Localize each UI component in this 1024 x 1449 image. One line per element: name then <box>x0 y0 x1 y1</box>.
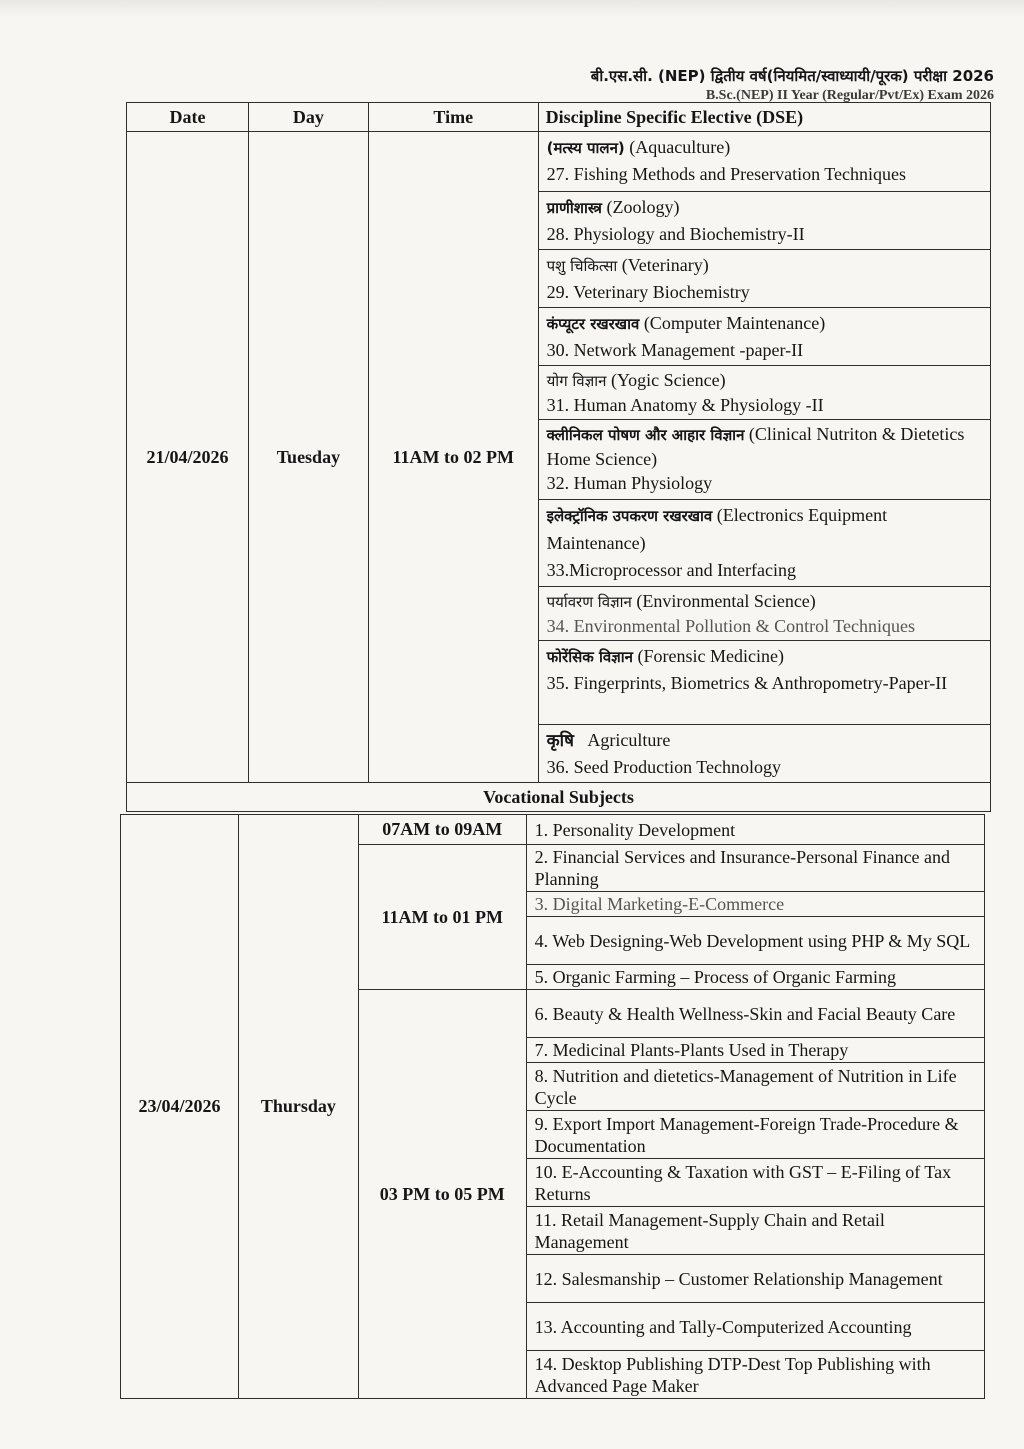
vocational-heading: Vocational Subjects <box>127 783 991 812</box>
subject-english: (Clinical Nutriton & Dietetics Home Science) <box>546 424 965 469</box>
subject-hindi: क्लीनिकल पोषण और आहार विज्ञान <box>546 426 745 444</box>
time-column-header: Time <box>368 103 538 132</box>
vocational-item: 14. Desktop Publishing DTP-Dest Top Publishing with Advanced Page Maker <box>526 1351 984 1399</box>
subject-hindi: (मत्स्य पालन) <box>546 139 625 157</box>
vocational-item: 11. Retail Management-Supply Chain and Retail Management <box>526 1207 984 1255</box>
dse-subject-cell <box>538 641 990 725</box>
vocational-item: 10. E-Accounting & Taxation with GST – E-Filing of Tax Returns <box>526 1159 984 1207</box>
subject-english: (Electronics Equipment Maintenance) <box>546 505 888 553</box>
subject-paper: 29. Veterinary Biochemistry <box>546 282 750 302</box>
subject-english: Agriculture <box>587 730 671 750</box>
slot1-time: 07AM to 09AM <box>358 815 526 845</box>
vocational-item: 8. Nutrition and dietetics-Management of Nutrition in Life Cycle <box>526 1063 984 1111</box>
hindi-title: बी.एस.सी. (NEP) द्वितीय वर्ष(नियमित/स्वाध्यायी/पूरक) परीक्षा 2026 <box>590 67 994 85</box>
dse-subject-cell <box>538 420 990 500</box>
subject-english: (Zoology) <box>606 197 680 217</box>
vocational-heading-row <box>127 783 991 812</box>
subject-paper: 31. Human Anatomy & Physiology -II <box>546 395 824 415</box>
vocational-item: 6. Beauty & Health Wellness-Skin and Facial Beauty Care <box>526 990 984 1038</box>
vocational-date: 23/04/2026 <box>121 815 239 1399</box>
exam-header <box>591 66 994 106</box>
dse-subject-cell <box>538 725 990 783</box>
subject-hindi: योग विज्ञान <box>546 372 607 390</box>
subject-paper: 35. Fingerprints, Biometrics & Anthropometry-Paper-II <box>546 673 948 693</box>
subject-hindi: कंप्यूटर रखरखाव <box>546 315 640 333</box>
header-row <box>127 103 991 132</box>
vocational-schedule-table <box>120 814 985 1399</box>
subject-paper: 28. Physiology and Biochemistry-II <box>546 224 805 244</box>
subject-english: (Yogic Science) <box>610 370 726 390</box>
subject-english: (Computer Maintenance) <box>643 313 826 333</box>
vocational-item: 7. Medicinal Plants-Plants Used in Therapy <box>526 1038 984 1063</box>
table-row <box>121 815 985 845</box>
dse-subject-cell <box>538 587 990 641</box>
vocational-item: 5. Organic Farming – Process of Organic Farming <box>526 965 984 990</box>
dse-day: Tuesday <box>248 132 368 783</box>
vocational-item: 9. Export Import Management-Foreign Trade-Procedure & Documentation <box>526 1111 984 1159</box>
dse-subject-cell <box>538 192 990 250</box>
vocational-item: 2. Financial Services and Insurance-Personal Finance and Planning <box>526 845 984 892</box>
subject-paper: 32. Human Physiology <box>546 473 713 493</box>
subject-english: (Forensic Medicine) <box>637 646 784 666</box>
dse-subject-cell <box>538 366 990 420</box>
vocational-item: 4. Web Designing-Web Development using PHP & My SQL <box>526 917 984 965</box>
subject-hindi: इलेक्ट्रॉनिक उपकरण रखरखाव <box>546 507 713 525</box>
subject-hindi: पशु चिकित्सा <box>546 257 618 275</box>
subject-hindi: पर्यावरण विज्ञान <box>546 593 632 611</box>
vocational-item: 3. Digital Marketing-E-Commerce <box>526 892 984 917</box>
vocational-item: 1. Personality Development <box>526 815 984 845</box>
subject-paper: 27. Fishing Methods and Preservation Techniques <box>546 164 906 184</box>
date-column-header: Date <box>127 103 249 132</box>
subject-english: (Environmental Science) <box>636 591 816 611</box>
dse-subject-cell <box>538 500 990 587</box>
subject-hindi: कृषि <box>546 731 574 751</box>
subject-hindi: प्राणीशास्त्र <box>546 199 602 217</box>
dse-subject-cell <box>538 308 990 366</box>
dse-date: 21/04/2026 <box>127 132 249 783</box>
subject-english: (Veterinary) <box>621 255 709 275</box>
vocational-item: 12. Salesmanship – Customer Relationship Management <box>526 1255 984 1303</box>
slot3-time: 03 PM to 05 PM <box>358 990 526 1399</box>
vocational-item: 13. Accounting and Tally-Computerized Accounting <box>526 1303 984 1351</box>
english-title: B.Sc.(NEP) II Year (Regular/Pvt/Ex) Exam 2026 <box>705 88 994 103</box>
subject-paper: 30. Network Management -paper-II <box>546 340 804 360</box>
slot2-time: 11AM to 01 PM <box>358 845 526 990</box>
subject-paper: 34. Environmental Pollution & Control Techniques <box>546 616 915 636</box>
day-column-header: Day <box>248 103 368 132</box>
subject-english: (Aquaculture) <box>629 137 731 157</box>
subject-paper: 36. Seed Production Technology <box>546 757 781 777</box>
dse-subject-cell <box>538 250 990 308</box>
vocational-day: Thursday <box>238 815 358 1399</box>
dse-schedule-table <box>126 102 991 812</box>
dse-time: 11AM to 02 PM <box>368 132 538 783</box>
subject-hindi: फोरेंसिक विज्ञान <box>546 648 634 666</box>
dse-column-header: Discipline Specific Elective (DSE) <box>538 103 990 132</box>
table-row <box>127 132 991 192</box>
dse-subject-cell <box>538 132 990 192</box>
subject-paper: 33.Microprocessor and Interfacing <box>546 560 797 580</box>
